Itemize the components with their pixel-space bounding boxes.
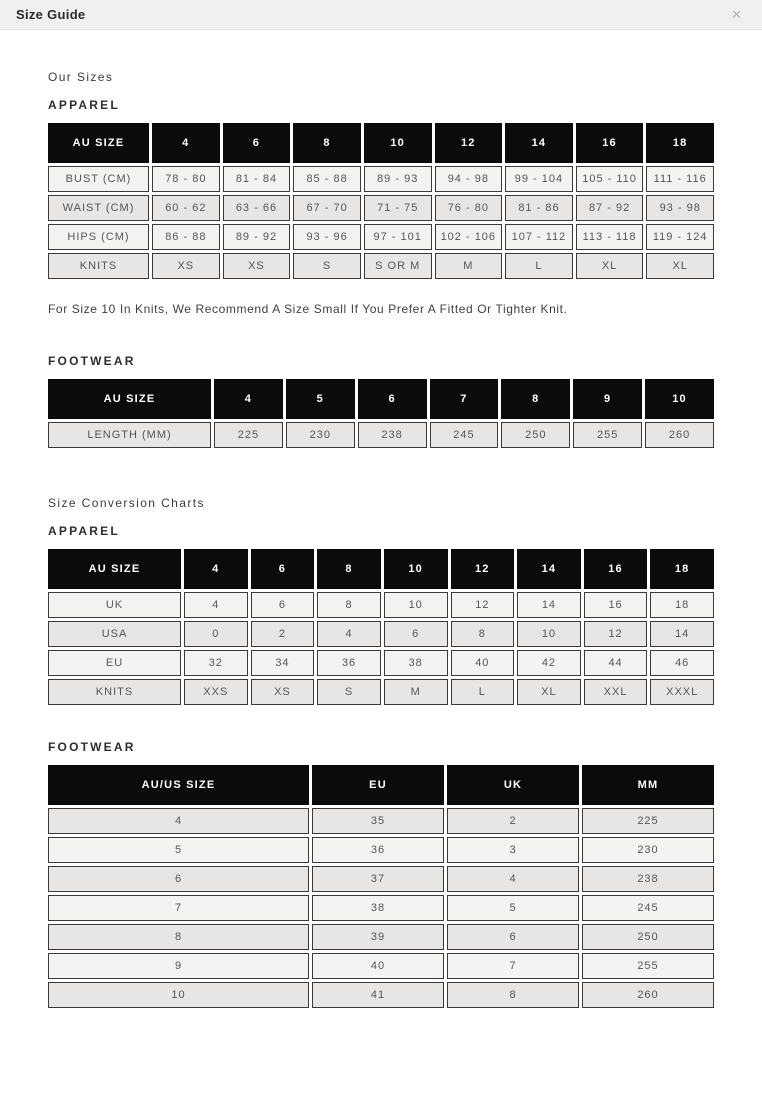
column-header: 6	[223, 123, 291, 163]
heading-our-sizes-footwear: FOOTWEAR	[48, 354, 136, 368]
value-cell: 18	[650, 592, 714, 618]
value-cell: 40	[451, 650, 515, 676]
column-header: 6	[251, 549, 315, 589]
value-cell: 225	[214, 422, 283, 448]
value-cell: 32	[184, 650, 248, 676]
value-cell: XS	[152, 253, 220, 279]
table-row	[48, 650, 714, 676]
row-header-cell: 4	[48, 808, 309, 834]
column-header: 4	[214, 379, 283, 419]
value-cell: 81 - 84	[223, 166, 291, 192]
value-cell: 39	[312, 924, 444, 950]
value-cell: 10	[384, 592, 448, 618]
value-cell: 225	[582, 808, 714, 834]
table-header-row	[48, 765, 714, 805]
column-header: 10	[364, 123, 432, 163]
value-cell: 36	[317, 650, 381, 676]
value-cell: S OR M	[364, 253, 432, 279]
row-header-cell: KNITS	[48, 679, 181, 705]
column-header: UK	[447, 765, 579, 805]
table-row	[48, 679, 714, 705]
table-row	[48, 592, 714, 618]
value-cell: 260	[582, 982, 714, 1008]
column-header: 14	[517, 549, 581, 589]
value-cell: 8	[451, 621, 515, 647]
value-cell: 76 - 80	[435, 195, 503, 221]
value-cell: 4	[317, 621, 381, 647]
value-cell: XXL	[584, 679, 648, 705]
row-header-cell: BUST (CM)	[48, 166, 149, 192]
table-row	[48, 808, 714, 834]
heading-conversion-apparel: APPAREL	[48, 524, 120, 538]
value-cell: 93 - 96	[293, 224, 361, 250]
column-header: 9	[573, 379, 642, 419]
table-row	[48, 621, 714, 647]
value-cell: 37	[312, 866, 444, 892]
value-cell: 40	[312, 953, 444, 979]
row-header-cell: 5	[48, 837, 309, 863]
table-row	[48, 866, 714, 892]
value-cell: 250	[501, 422, 570, 448]
table-row	[48, 253, 714, 279]
value-cell: 78 - 80	[152, 166, 220, 192]
column-header: 12	[451, 549, 515, 589]
value-cell: 67 - 70	[293, 195, 361, 221]
column-header: 4	[152, 123, 220, 163]
column-header: AU SIZE	[48, 549, 181, 589]
value-cell: 81 - 86	[505, 195, 573, 221]
value-cell: XS	[223, 253, 291, 279]
column-header: 8	[317, 549, 381, 589]
value-cell: 93 - 98	[646, 195, 714, 221]
modal-titlebar	[0, 0, 762, 30]
value-cell: 89 - 93	[364, 166, 432, 192]
table-row	[48, 895, 714, 921]
row-header-cell: 6	[48, 866, 309, 892]
column-header: 8	[501, 379, 570, 419]
conversion-apparel-table	[45, 546, 717, 708]
our-sizes-footwear-table	[45, 376, 717, 451]
value-cell: 63 - 66	[223, 195, 291, 221]
knits-note: For Size 10 In Knits, We Recommend A Size Small If You Prefer A Fitted Or Tighter Knit.	[48, 302, 568, 316]
value-cell: 94 - 98	[435, 166, 503, 192]
value-cell: 245	[430, 422, 499, 448]
value-cell: XS	[251, 679, 315, 705]
row-header-cell: LENGTH (MM)	[48, 422, 211, 448]
value-cell: XL	[517, 679, 581, 705]
value-cell: 255	[582, 953, 714, 979]
row-header-cell: WAIST (CM)	[48, 195, 149, 221]
column-header: AU SIZE	[48, 379, 211, 419]
value-cell: 42	[517, 650, 581, 676]
value-cell: 113 - 118	[576, 224, 644, 250]
section-label-conversion: Size Conversion Charts	[48, 496, 205, 510]
table-row	[48, 953, 714, 979]
table-header-row	[48, 549, 714, 589]
column-header: 18	[646, 123, 714, 163]
value-cell: 87 - 92	[576, 195, 644, 221]
value-cell: 2	[447, 808, 579, 834]
value-cell: 111 - 116	[646, 166, 714, 192]
value-cell: 86 - 88	[152, 224, 220, 250]
value-cell: 6	[447, 924, 579, 950]
row-header-cell: 10	[48, 982, 309, 1008]
column-header: 10	[645, 379, 714, 419]
page-title: Size Guide	[16, 7, 86, 22]
value-cell: 4	[184, 592, 248, 618]
value-cell: 238	[358, 422, 427, 448]
value-cell: 46	[650, 650, 714, 676]
table-row	[48, 924, 714, 950]
column-header: 4	[184, 549, 248, 589]
value-cell: 8	[447, 982, 579, 1008]
value-cell: 34	[251, 650, 315, 676]
value-cell: L	[451, 679, 515, 705]
value-cell: 35	[312, 808, 444, 834]
column-header: AU SIZE	[48, 123, 149, 163]
value-cell: 105 - 110	[576, 166, 644, 192]
row-header-cell: EU	[48, 650, 181, 676]
value-cell: XXXL	[650, 679, 714, 705]
row-header-cell: HIPS (CM)	[48, 224, 149, 250]
table-row	[48, 837, 714, 863]
value-cell: M	[384, 679, 448, 705]
value-cell: 2	[251, 621, 315, 647]
value-cell: 44	[584, 650, 648, 676]
value-cell: 14	[650, 621, 714, 647]
table-row	[48, 224, 714, 250]
heading-conversion-footwear: FOOTWEAR	[48, 740, 136, 754]
table-row	[48, 195, 714, 221]
column-header: 16	[584, 549, 648, 589]
value-cell: 250	[582, 924, 714, 950]
value-cell: 260	[645, 422, 714, 448]
heading-our-sizes-apparel: APPAREL	[48, 98, 120, 112]
value-cell: 4	[447, 866, 579, 892]
value-cell: 230	[582, 837, 714, 863]
value-cell: 12	[451, 592, 515, 618]
close-icon[interactable]: ✕	[731, 7, 742, 22]
value-cell: 255	[573, 422, 642, 448]
value-cell: 107 - 112	[505, 224, 573, 250]
value-cell: 245	[582, 895, 714, 921]
our-sizes-apparel-table	[45, 120, 717, 282]
value-cell: 16	[584, 592, 648, 618]
value-cell: 238	[582, 866, 714, 892]
column-header: 18	[650, 549, 714, 589]
value-cell: 71 - 75	[364, 195, 432, 221]
column-header: AU/US SIZE	[48, 765, 309, 805]
value-cell: 99 - 104	[505, 166, 573, 192]
row-header-cell: 9	[48, 953, 309, 979]
column-header: EU	[312, 765, 444, 805]
table-row	[48, 422, 714, 448]
column-header: 6	[358, 379, 427, 419]
value-cell: 6	[251, 592, 315, 618]
value-cell: 60 - 62	[152, 195, 220, 221]
value-cell: 14	[517, 592, 581, 618]
row-header-cell: USA	[48, 621, 181, 647]
size-guide-content	[0, 30, 762, 1011]
conversion-footwear-table	[45, 762, 717, 1011]
value-cell: XXS	[184, 679, 248, 705]
column-header: 14	[505, 123, 573, 163]
value-cell: 8	[317, 592, 381, 618]
value-cell: 230	[286, 422, 355, 448]
value-cell: 10	[517, 621, 581, 647]
column-header: MM	[582, 765, 714, 805]
row-header-cell: KNITS	[48, 253, 149, 279]
section-label-our-sizes: Our Sizes	[48, 70, 114, 84]
table-row	[48, 166, 714, 192]
value-cell: XL	[646, 253, 714, 279]
value-cell: 97 - 101	[364, 224, 432, 250]
value-cell: 102 - 106	[435, 224, 503, 250]
value-cell: 12	[584, 621, 648, 647]
value-cell: XL	[576, 253, 644, 279]
value-cell: 85 - 88	[293, 166, 361, 192]
column-header: 8	[293, 123, 361, 163]
value-cell: 6	[384, 621, 448, 647]
table-row	[48, 982, 714, 1008]
value-cell: M	[435, 253, 503, 279]
value-cell: 5	[447, 895, 579, 921]
value-cell: 41	[312, 982, 444, 1008]
table-header-row	[48, 123, 714, 163]
value-cell: 3	[447, 837, 579, 863]
value-cell: 119 - 124	[646, 224, 714, 250]
value-cell: L	[505, 253, 573, 279]
value-cell: 38	[384, 650, 448, 676]
column-header: 12	[435, 123, 503, 163]
column-header: 10	[384, 549, 448, 589]
value-cell: 7	[447, 953, 579, 979]
value-cell: S	[293, 253, 361, 279]
column-header: 7	[430, 379, 499, 419]
value-cell: 36	[312, 837, 444, 863]
value-cell: 89 - 92	[223, 224, 291, 250]
column-header: 5	[286, 379, 355, 419]
row-header-cell: 7	[48, 895, 309, 921]
row-header-cell: UK	[48, 592, 181, 618]
value-cell: S	[317, 679, 381, 705]
row-header-cell: 8	[48, 924, 309, 950]
column-header: 16	[576, 123, 644, 163]
value-cell: 0	[184, 621, 248, 647]
table-header-row	[48, 379, 714, 419]
value-cell: 38	[312, 895, 444, 921]
